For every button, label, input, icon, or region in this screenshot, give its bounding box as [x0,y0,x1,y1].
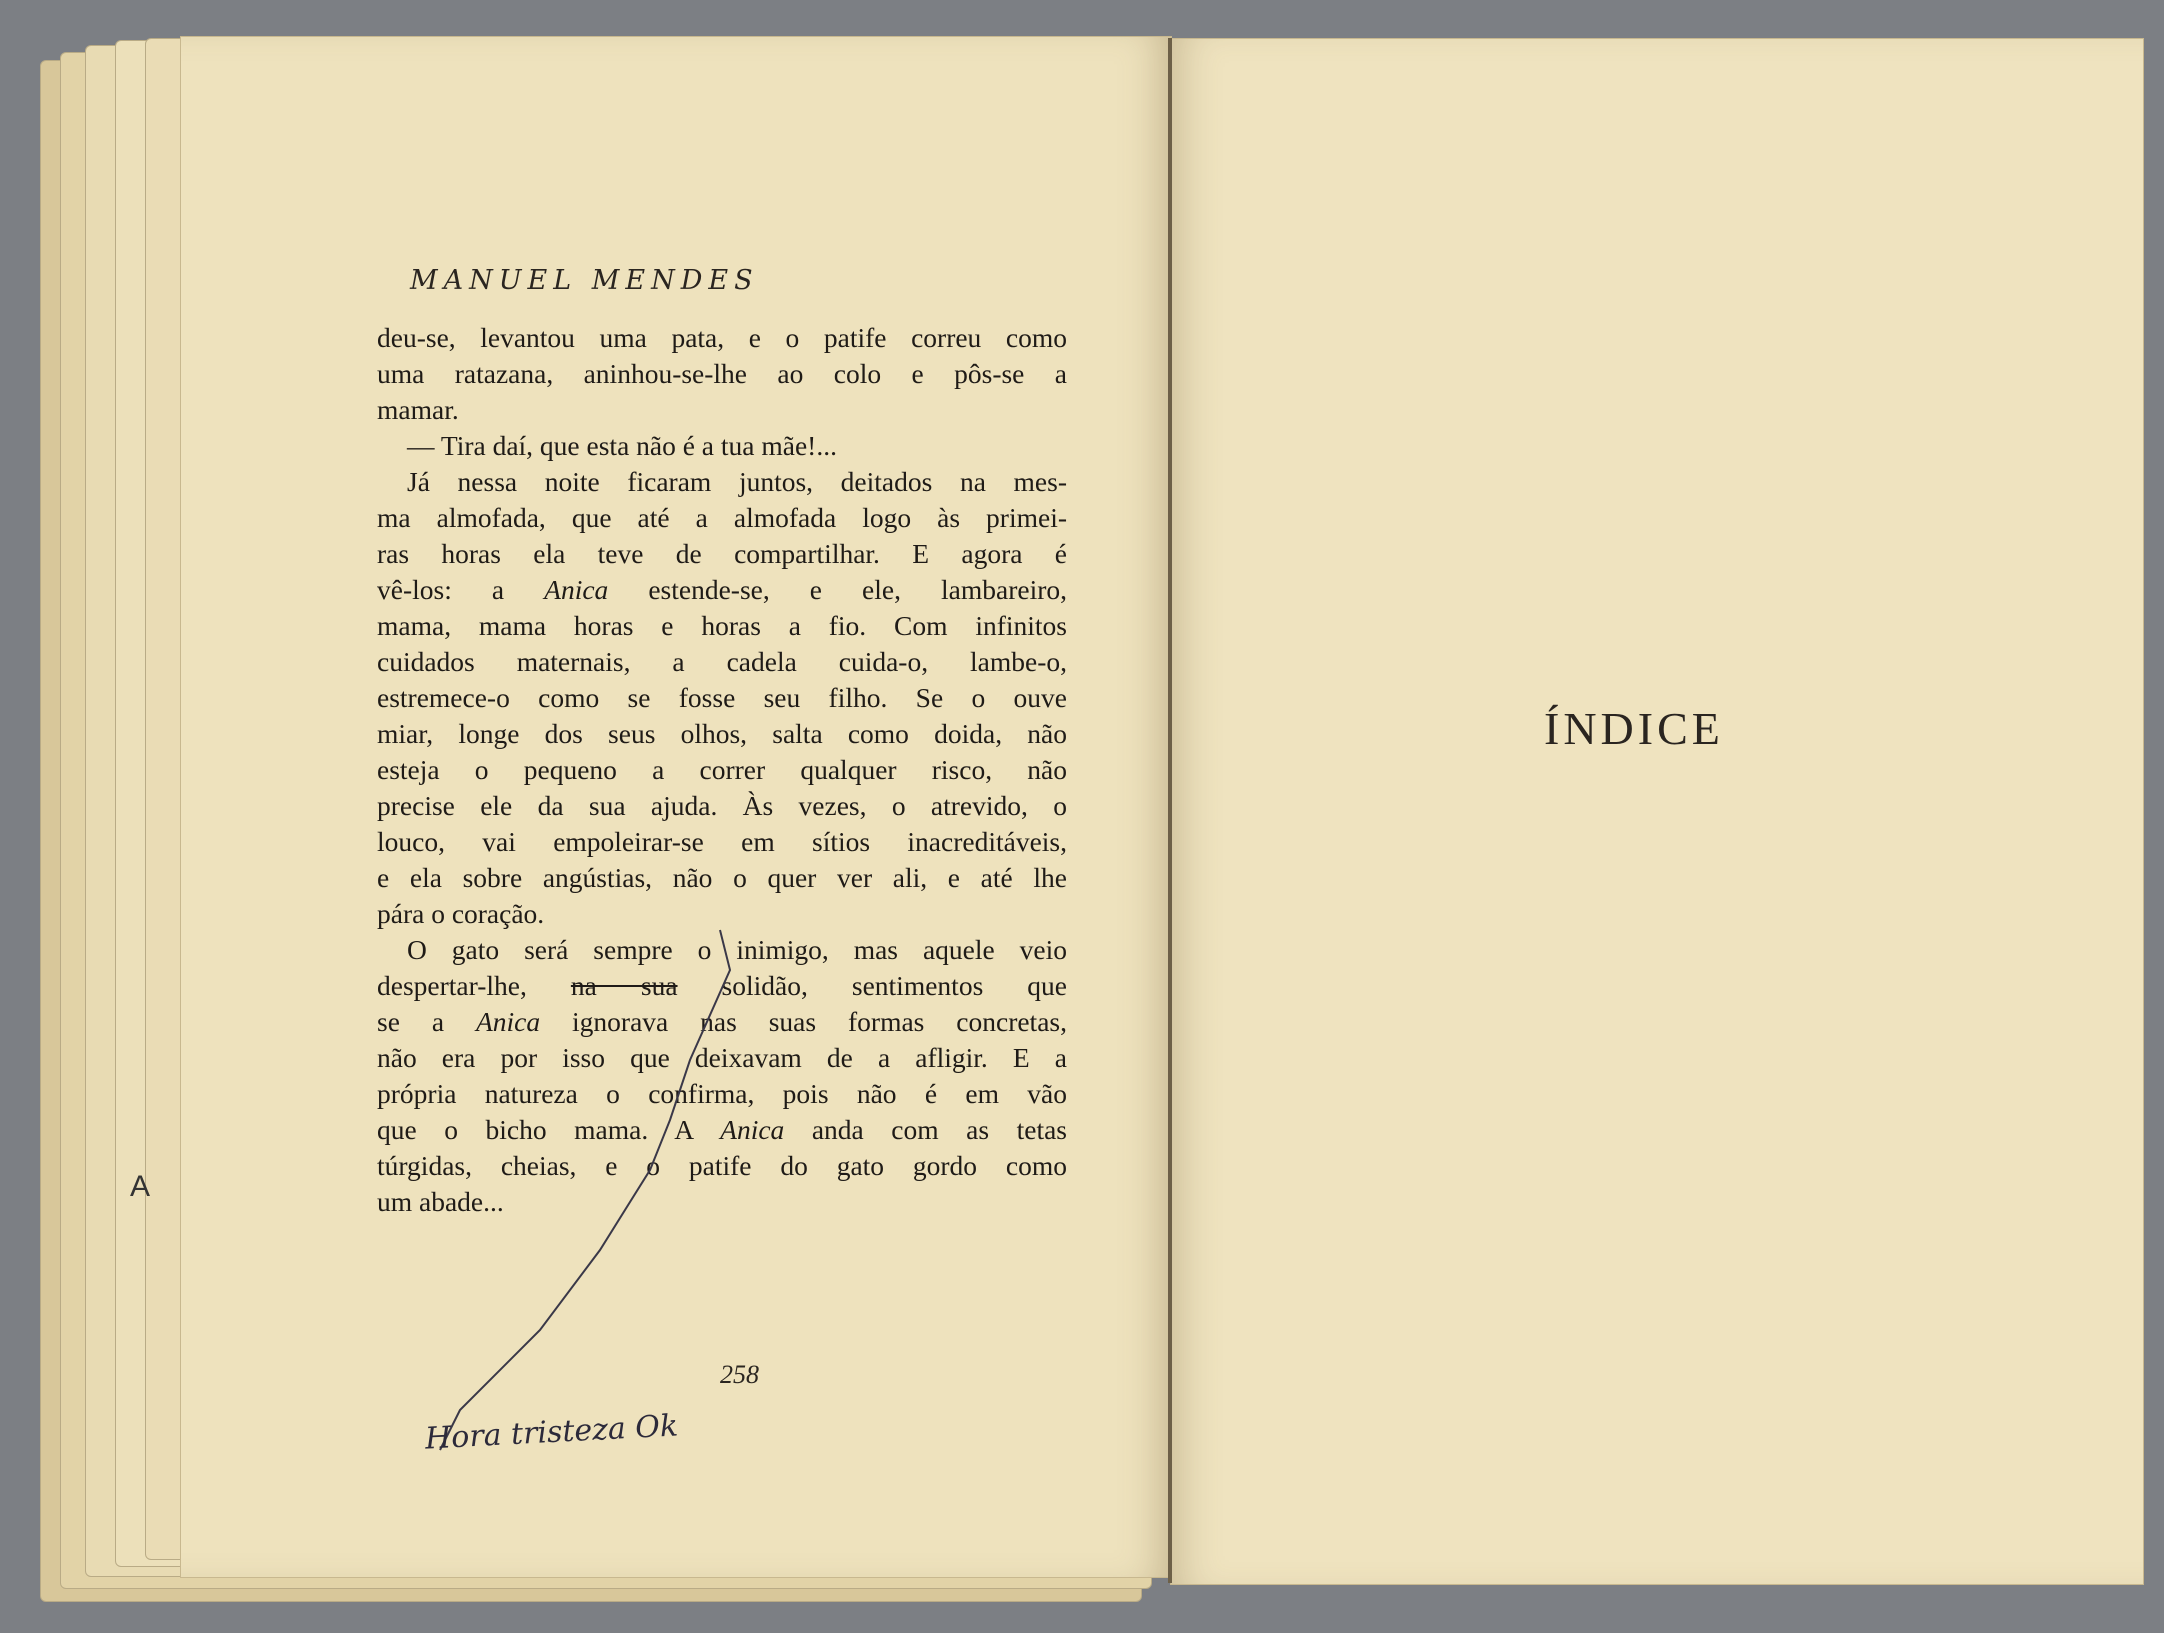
struck-text: na sua [570,970,678,1001]
text-line: deu-se, levantou uma pata, e o patife correu como [377,322,1067,353]
text-line: ras horas ela teve de compartilhar. E agora é [377,538,1067,569]
text-fragment: anda com as tetas [784,1114,1068,1145]
pen-annotation-line [420,910,760,1470]
text-fragment: se a [377,1006,476,1037]
text-line [377,572,1067,608]
open-book [30,30,2120,1600]
text-line: uma ratazana, aninhou-se-lhe ao colo e pôs-se a [377,358,1067,389]
text-line: esteja o pequeno a correr qualquer risco, não [377,754,1067,785]
text-line: não era por isso que deixavam de a afligir. E a [377,1042,1067,1073]
text-line: cuidados maternais, a cadela cuida-o, lambe-o, [377,646,1067,677]
text-fragment: despertar-lhe, [377,970,571,1001]
text-fragment-italic: Anica [475,1006,541,1037]
text-fragment: solidão, sentimentos que [677,970,1067,1001]
text-line: mamar. [377,394,459,425]
text-fragment: ignorava nas suas formas concretas, [540,1006,1067,1037]
text-fragment-italic: Anica [720,1114,785,1145]
index-title: ÍNDICE [1544,703,1724,754]
text-fragment: vê-los: a [377,574,545,605]
text-line: precise ele da sua ajuda. Às vezes, o atrevido, o [377,790,1067,821]
text-line: miar, longe dos seus olhos, salta como doida, não [377,718,1067,749]
text-fragment: que o bicho mama. A [377,1114,721,1145]
handwritten-note: Hora tristeza Ok [424,1408,679,1457]
text-line: ma almofada, que até a almofada logo às primei- [377,502,1067,533]
text-fragment-italic: Anica [544,574,609,605]
text-line: — Tira daí, que esta não é a tua mãe!... [407,430,837,461]
page-number: 258 [720,1360,759,1389]
text-line: O gato será sempre o inimigo, mas aquele veio [407,934,1067,965]
book-gutter [1168,38,1172,1583]
text-line: mama, mama horas e horas a fio. Com infinitos [377,610,1067,641]
running-head: MANUEL MENDES [410,265,759,296]
text-fragment: estende-se, e ele, lambareiro, [608,574,1067,605]
text-line: um abade... [377,1186,504,1217]
text-line: Já nessa noite ficaram juntos, deitados na mes- [407,466,1067,497]
text-line: pára o coração. [377,898,545,929]
text-line: túrgidas, cheias, e o patife do gato gordo como [377,1150,1067,1181]
text-line: estremece-o como se fosse seu filho. Se o ouve [377,682,1067,713]
margin-mark: A [130,1170,151,1203]
right-page [1170,38,2144,1585]
text-line: própria natureza o confirma, pois não é em vão [377,1078,1067,1109]
text-line: e ela sobre angústias, não o quer ver ali, e até lhe [377,862,1067,893]
text-line: louco, vai empoleirar-se em sítios inacreditáveis, [377,826,1067,857]
